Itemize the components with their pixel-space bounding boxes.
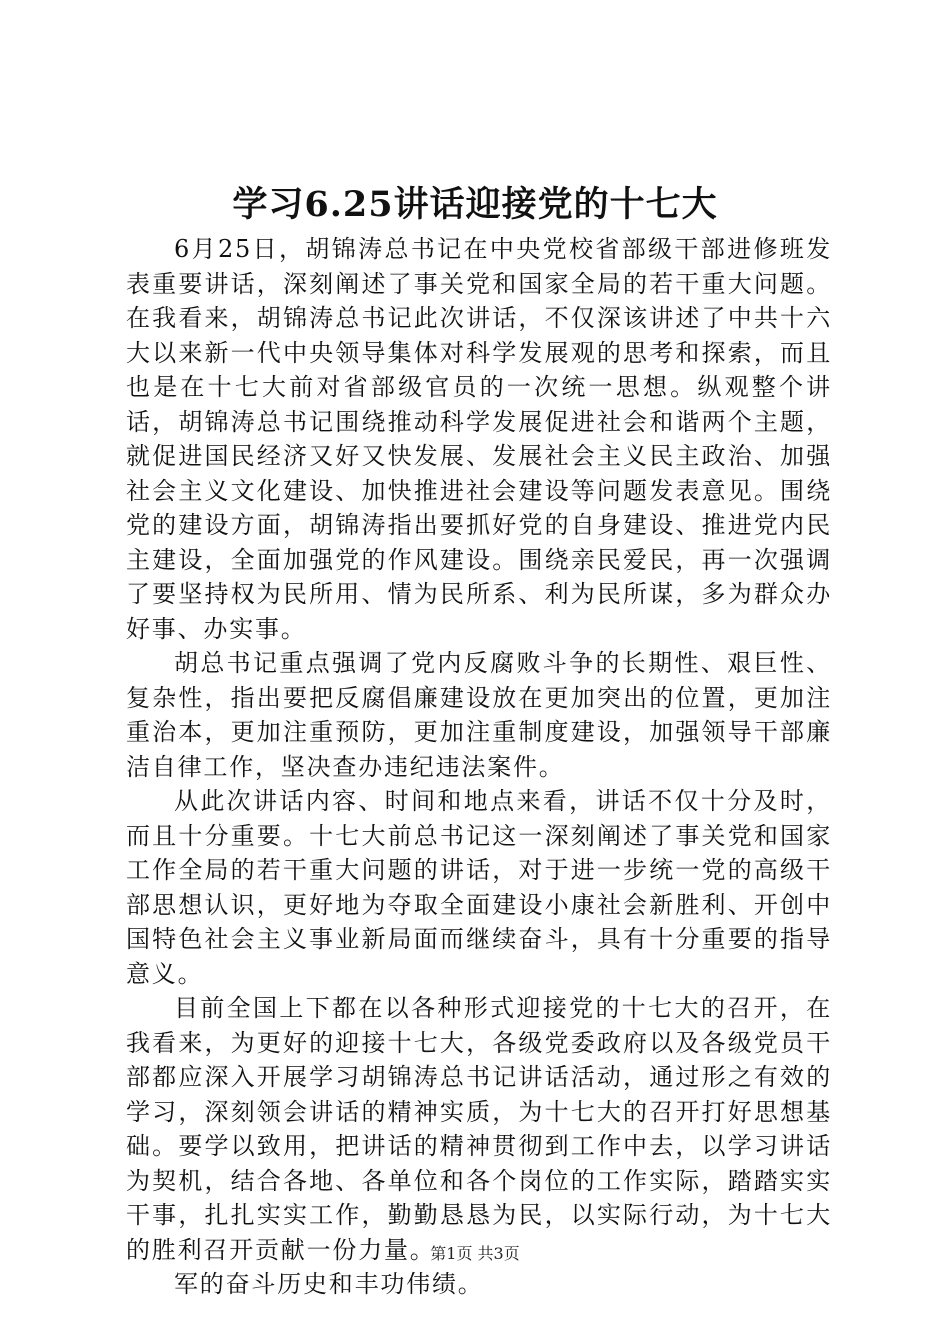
document-body xyxy=(126,232,832,1302)
document-title: 学习6.25讲话迎接党的十七大 xyxy=(232,184,718,225)
page-footer: 第1页 共3页 xyxy=(430,1244,520,1263)
paragraph-4: 目前全国上下都在以各种形式迎接党的十七大的召开，在我看来，为更好的迎接十七大，各级党委政府以及各级党员干部都应深入开展学习胡锦涛总书记讲话活动，通过形之有效的学习，深刻领会讲话的精神实质，为十七大的召开打好思想基础。要学以致用，把讲话的精神贯彻到工作中去，以学习讲话为契机，结合各地、各单位和各个岗位的工作实际，踏踏实实干事，扎扎实实工作，勤勤恳恳为民，以实际行动，为十七大的胜利召开贡献一份力量。 xyxy=(126,994,832,1264)
paragraph-3: 从此次讲话内容、时间和地点来看，讲话不仅十分及时，而且十分重要。十七大前总书记这一深刻阐述了事关党和国家工作全局的若干重大问题的讲话，对于进一步统一党的高级干部思想认识，更好地为夺取全面建设小康社会新胜利、开创中国特色社会主义事业新局面而继续奋斗，具有十分重要的指导意义。 xyxy=(126,787,832,988)
paragraph-2: 胡总书记重点强调了党内反腐败斗争的长期性、艰巨性、复杂性，指出要把反腐倡廉建设放在更加突出的位置，更加注重治本，更加注重预防，更加注重制度建设，加强领导干部廉洁自律工作，坚决查办违纪违法案件。 xyxy=(126,649,832,781)
paragraph-1: 6月25日，胡锦涛总书记在中央党校省部级干部进修班发表重要讲话，深刻阐述了事关党和国家全局的若干重大问题。在我看来，胡锦涛总书记此次讲话，不仅深该讲述了中共十六大以来新一代中央领导集体对科学发展观的思考和探索，而且也是在十七大前对省部级官员的一次统一思想。纵观整个讲话，胡锦涛总书记围绕推动科学发展促进社会和谐两个主题，就促进国民经济又好又快发展、发展社会主义民主政治、加强社会主义文化建设、加快推进社会建设等问题发表意见。围绕党的建设方面，胡锦涛指出要抓好党的自身建设、推进党内民主建设，全面加强党的作风建设。围绕亲民爱民，再一次强调了要坚持权为民所用、情为民所系、利为民所谋，多为群众办好事、办实事。 xyxy=(126,235,832,643)
paragraph-5: 军的奋斗历史和丰功伟绩。 xyxy=(174,1270,484,1298)
